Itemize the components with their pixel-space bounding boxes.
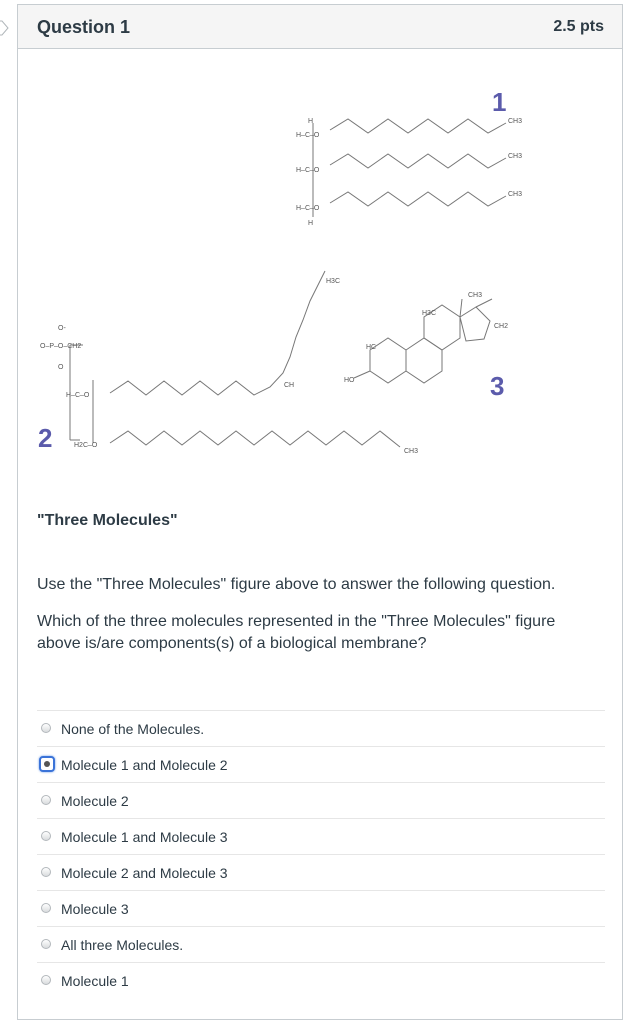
atom-h-bottom: H [308, 220, 314, 227]
question-card [17, 4, 623, 1020]
radio-button[interactable] [41, 867, 51, 877]
atom-ch3-2: CH3 [508, 153, 523, 160]
answer-list [37, 710, 605, 998]
atom-ch3-1: CH3 [508, 118, 523, 125]
phospholipid-unsaturated-chain [110, 271, 325, 395]
molecule-1-label: 1 [492, 87, 507, 117]
answer-option[interactable] [37, 818, 605, 854]
question-prompt-intro: Use the "Three Molecules" figure above to answer the following question. [37, 576, 556, 593]
answer-option[interactable] [37, 926, 605, 962]
answer-label[interactable]: All three Molecules. [61, 937, 184, 953]
answer-label[interactable]: Molecule 3 [61, 901, 129, 917]
question-title: Question 1 [37, 17, 131, 37]
phospholipid-saturated-chain [110, 431, 400, 447]
answer-option[interactable] [37, 782, 605, 818]
atom-o: O [58, 364, 64, 371]
radio-button[interactable] [41, 903, 51, 913]
atom-phosphate: O–P–O–CH2 [40, 343, 82, 350]
atom-ch3-phospholipid: CH3 [404, 448, 419, 455]
answer-option[interactable] [37, 746, 605, 782]
question-points: 2.5 pts [553, 18, 604, 35]
atom-hco-3: H–C–O [296, 205, 320, 212]
atom-hco-2: H–C–O [296, 167, 320, 174]
molecule-2-label: 2 [38, 423, 53, 453]
atom-ch3-3: CH3 [508, 191, 523, 198]
atom-o-minus: O- [58, 325, 66, 332]
atom-ch2-ring: CH2 [494, 323, 509, 330]
atom-h3c-phospholipid: H3C [326, 278, 341, 285]
atom-h-top: H [308, 118, 314, 125]
fatty-acid-chain-3 [330, 192, 506, 206]
atom-ch: CH [284, 382, 295, 389]
atom-ho: HO [344, 377, 355, 384]
molecule-3-label: 3 [490, 371, 505, 401]
answer-option[interactable] [37, 854, 605, 890]
radio-button[interactable] [41, 723, 51, 733]
atom-h2co: H2C–O [74, 442, 98, 449]
fatty-acid-chain-1 [330, 119, 506, 133]
answer-label[interactable]: Molecule 1 and Molecule 2 [61, 757, 228, 773]
answer-label[interactable]: None of the Molecules. [61, 721, 205, 737]
question-prompt: Which of the three molecules represented in the "Three Molecules" figure above is/are components(s) of a biological membrane? [37, 613, 556, 652]
answer-option[interactable] [37, 962, 605, 998]
fatty-acid-chain-2 [330, 154, 506, 168]
answer-label[interactable]: Molecule 1 and Molecule 3 [61, 829, 228, 845]
atom-hc: HC [366, 344, 377, 351]
radio-button[interactable] [41, 975, 51, 985]
answer-label[interactable]: Molecule 2 [61, 793, 129, 809]
radio-button[interactable] [41, 939, 51, 949]
answer-option[interactable] [37, 710, 605, 746]
atom-hco-1: H–C–O [296, 132, 320, 139]
three-molecules-figure [18, 75, 622, 475]
radio-button-selected[interactable] [39, 756, 55, 772]
question-marker-icon [0, 20, 10, 36]
answer-label[interactable]: Molecule 2 and Molecule 3 [61, 865, 228, 881]
figure-title: "Three Molecules" [37, 512, 178, 529]
steroid-ring-b [406, 338, 442, 383]
radio-button[interactable] [41, 795, 51, 805]
steroid-ring-d [460, 307, 490, 341]
question-header [18, 5, 622, 49]
radio-button[interactable] [41, 831, 51, 841]
atom-hco-phospholipid: H–C–O [66, 392, 90, 399]
answer-option[interactable] [37, 890, 605, 926]
answer-label[interactable]: Molecule 1 [61, 973, 129, 989]
atom-h3c-ring: H3C [422, 310, 437, 317]
atom-ch3-ring: CH3 [468, 292, 483, 299]
